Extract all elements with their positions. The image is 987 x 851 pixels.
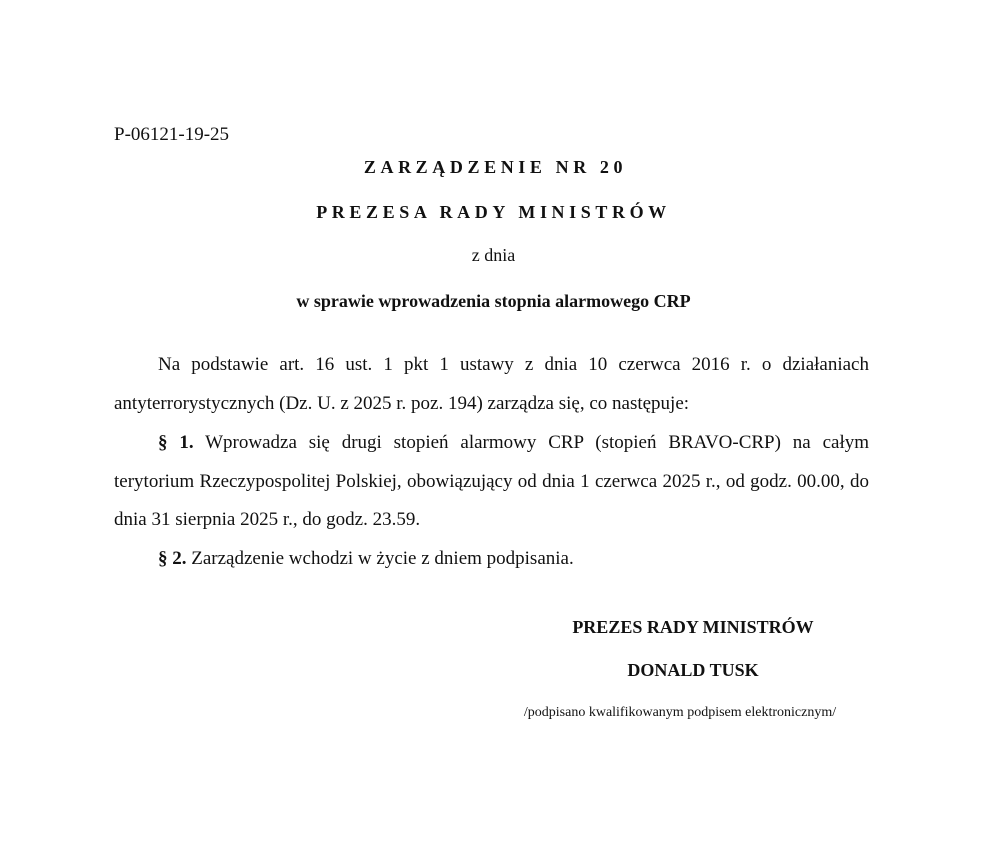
section-1-text: Wprowadza się drugi stopień alarmowy CRP (stopień BRAVO-CRP) na całym terytorium Rzeczypospolitej Polskiej, obowiązujący od dnia 1 czerwca 2025 r., od godz. 00.00, do dnia 31 sierpnia 2025 r., do godz. 23.59.: [114, 432, 869, 530]
section-2-mark: § 2.: [158, 548, 187, 569]
signatory-title: PREZES RADY MINISTRÓW: [572, 617, 814, 637]
document-subject: w sprawie wprowadzenia stopnia alarmowego CRP: [296, 291, 691, 311]
section-1-paragraph: [114, 424, 869, 540]
section-2-paragraph: [114, 540, 869, 579]
signature-note: /podpisano kwalifikowanym podpisem elektronicznym/: [523, 705, 837, 720]
document-title: ZARZĄDZENIE NR 20: [363, 157, 628, 177]
reference-number: P-06121-19-25: [114, 124, 230, 145]
signatory-name: DONALD TUSK: [627, 660, 759, 680]
section-2-text: Zarządzenie wchodzi w życie z dniem podpisania.: [191, 548, 574, 569]
section-1-mark: § 1.: [158, 432, 194, 453]
intro-paragraph: Na podstawie art. 16 ust. 1 pkt 1 ustawy z dnia 10 czerwca 2016 r. o działaniach antyterrorystycznych (Dz. U. z 2025 r. poz. 194) zarządza się, co następuje:: [114, 354, 869, 414]
document-issuer: PREZESA RADY MINISTRÓW: [316, 202, 671, 222]
document-date: z dnia: [471, 245, 516, 265]
